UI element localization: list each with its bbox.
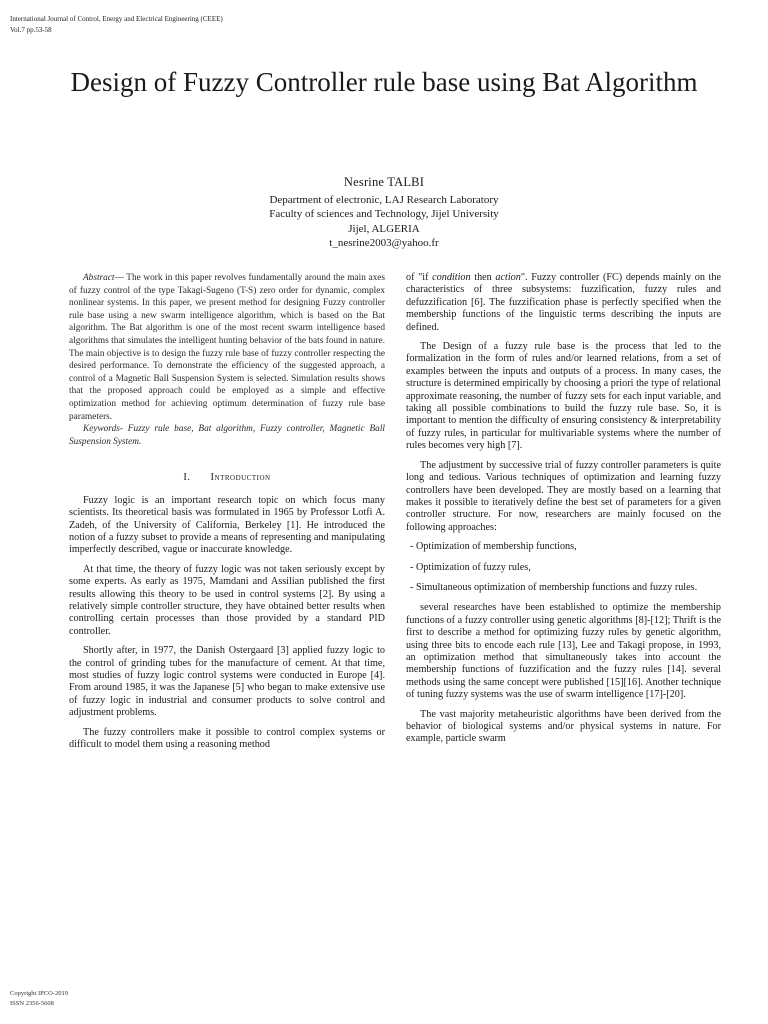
journal-volume: Vol.7 pp.53-58 xyxy=(10,26,52,34)
journal-header xyxy=(10,14,223,36)
text-run-italic: condition xyxy=(432,272,471,283)
paragraph: several researches have been established to optimize the membership functions of a fuzzy controller using genetic algorithms [8]-[12]; Thrift is the first to describe a method for optimizing fuzzy rules by genetic algorithm, using three bits to encode each rule [13], Lee and Takagi propose, in 1993, an optimization method that simultaneously takes into account the membership functions of fuzzification and the fuzzy rules [14]. several methods using the same concept were published [15][16]. Another technique of tuning fuzzy systems was the use of swarm intelligence [17]-[20]. xyxy=(406,602,721,701)
footer xyxy=(10,989,68,1009)
author-department: Department of electronic, LAJ Research Laboratory xyxy=(269,193,499,206)
right-column xyxy=(406,272,721,753)
issn: ISSN 2356-5608 xyxy=(10,1000,54,1007)
paragraph: The vast majority metaheuristic algorithms have been derived from the behavior of biological systems and/or physical systems in nature. For example, particle swarm xyxy=(406,708,721,745)
journal-name: International Journal of Control, Energy and Electrical Engineering (CEEE) xyxy=(10,15,223,23)
bullet-item: - Optimization of membership functions, xyxy=(410,541,577,553)
text-run: of "if xyxy=(406,272,433,283)
abstract-dash: — xyxy=(114,273,127,283)
bullet-item: - Simultaneous optimization of membership functions and fuzzy rules. xyxy=(410,581,698,593)
paragraph: Fuzzy logic is an important research topic on which focus many scientists. Its theoretical basis was formulated in 1965 by Professor Lotfi A. Zadeh, of the University of California, Berkeley [1]. He introduced the notion of a fuzzy subset to provide a means of representing and manipulating imperfectly described, vague or inaccurate knowledge. xyxy=(69,494,385,556)
left-column xyxy=(69,272,385,758)
text-run-italic: action xyxy=(495,272,521,283)
section-title: Introduction xyxy=(210,472,271,484)
author-block xyxy=(184,175,584,251)
paragraph: Shortly after, in 1977, the Danish Ostergaard [3] applied fuzzy logic to the control of grinding tubes for the manufacture of cement. At that time, most studies of fuzzy logic control systems were conducted in Europe [4]. From around 1985, it was the Japanese [5] who began to make extensive use of fuzzy logic in industrial and consumer products to solve control and adjustment problems. xyxy=(69,645,385,719)
paragraph xyxy=(406,272,721,334)
bullet-item: - Optimization of fuzzy rules, xyxy=(410,561,531,573)
abstract xyxy=(69,272,385,423)
paragraph: The Design of a fuzzy rule base is the process that led to the formalization in the form of rules and/or learned relations, from a set of examples between the inputs and outputs of a process. In many cases, the structure is determined empirically by choosing a priori the type of relational approximate reasoning, the number of fuzzy sets for each input variable, and taking all possible combinations to build the fuzzy rule base. So, it is important to mention the difficulty of ensuring consistency & interpretability of fuzzy rules, in particular for multivariable systems where the number of rules becomes very high [7]. xyxy=(406,341,721,452)
abstract-label: Abstract xyxy=(83,273,115,283)
paper-title: Design of Fuzzy Controller rule base using Bat Algorithm xyxy=(70,67,698,97)
paragraph: The adjustment by successive trial of fuzzy controller parameters is quite long and tedious. Various techniques of optimization and learning fuzzy controllers have been developed. They are mostly based on a learning that makes it possible to iteratively define the best set of parameters for a given controller structure. For now, researchers are mainly focused on the following approaches: xyxy=(406,459,721,533)
paragraph: At that time, the theory of fuzzy logic was not taken seriously except by some experts. As early as 1975, Mamdani and Assilian published the first results allowing this theory to be used in control systems [2]. By using a relatively simple controller structure, they have obtained better results when controlling certain processes than those provided by a standard PID controller. xyxy=(69,563,385,637)
text-run: then xyxy=(470,272,496,283)
abstract-text: The work in this paper revolves fundamentally around the main axes of fuzzy control of the type Takagi-Sugeno (T-S) zero order for dynamic, complex nonlinear systems. In this paper, we present method for designing Fuzzy controller rule base using a new swarm intelligence algorithm, which is based on the Bat algorithm. The Bat algorithm is one of the most recent swarm intelligence based algorithms that simulates the intelligent hunting behavior of the bats found in nature. The main objective is to design the fuzzy rule base of fuzzy controller respecting the desired performance. To demonstrate the efficiency of the suggested approach, a control of a Magnetic Ball Suspension System is selected. Simulation results shows that the proposed approach could be employed as a simple and effective optimization method for achieving optimum determination of fuzzy rule base parameters. xyxy=(69,273,385,422)
keywords: Keywords- Fuzzy rule base, Bat algorithm, Fuzzy controller, Magnetic Ball Suspension System. xyxy=(69,424,385,447)
section-number: I. xyxy=(183,472,191,484)
author-location: Jijel, ALGERIA xyxy=(348,222,420,235)
author-email: t_nesrine2003@yahoo.fr xyxy=(329,237,439,250)
text-run: ". Fuzzy controller (FC) depends mainly on the characteristics of three subsystems: fuzzification, fuzzy rules and defuzzification [6]. The fuzzification phase is perfectly specified when the membership functions of the linguistic terms describing the inputs are defined. xyxy=(406,272,721,333)
section-heading xyxy=(69,472,385,484)
author-faculty: Faculty of sciences and Technology, Jijel University xyxy=(269,208,499,221)
paragraph: The fuzzy controllers make it possible to control complex systems or difficult to model them using a reasoning method xyxy=(69,726,385,751)
copyright: Copyright IPCO-2019 xyxy=(10,990,68,997)
author-name: Nesrine TALBI xyxy=(343,175,425,189)
